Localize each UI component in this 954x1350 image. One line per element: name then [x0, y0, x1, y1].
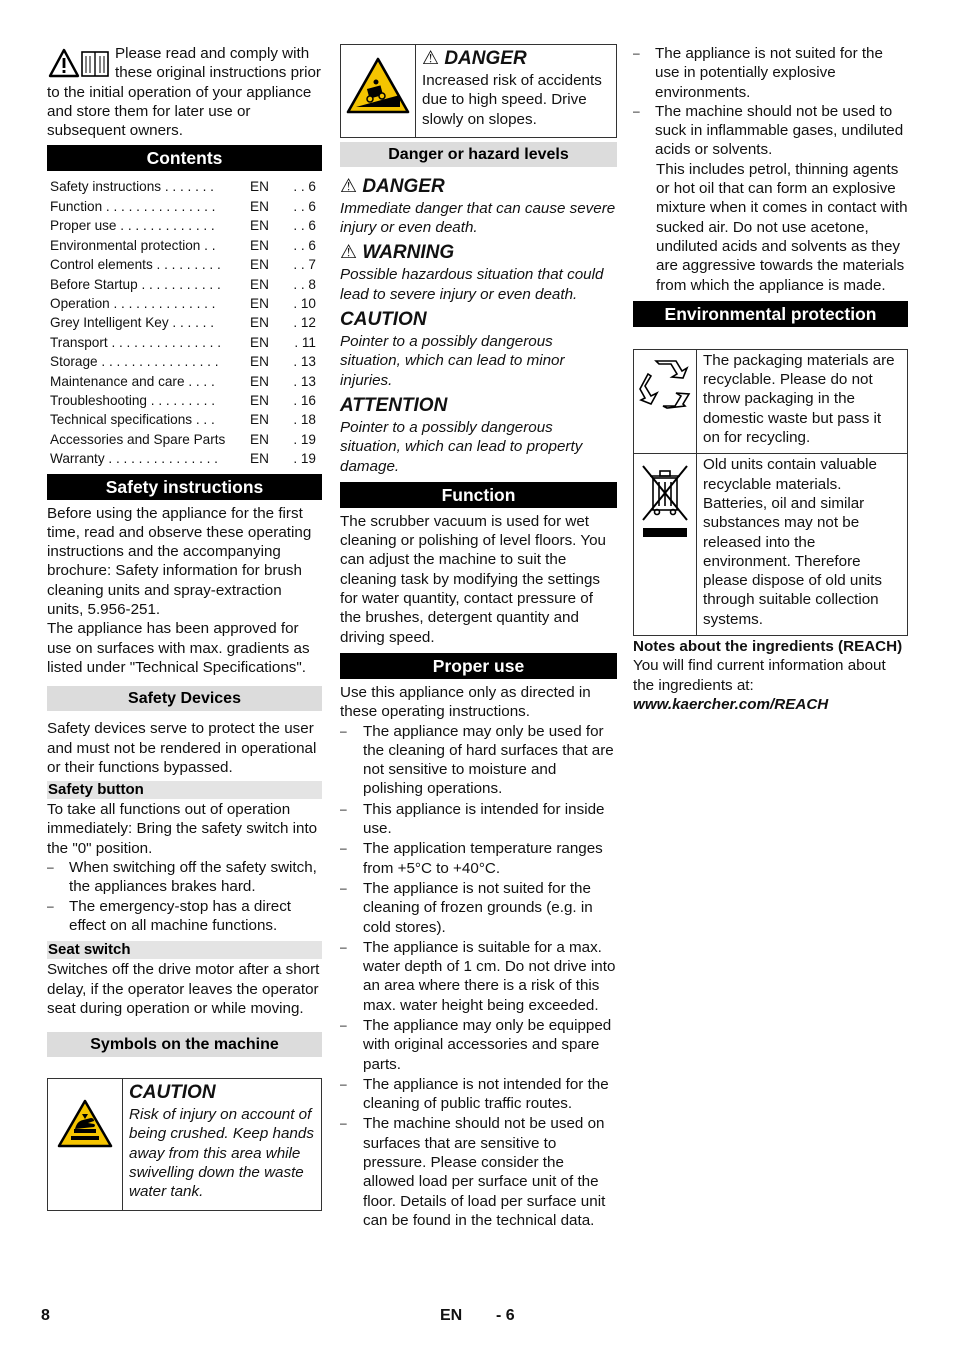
safety-devices-text: Safety devices serve to protect the user and must not be rendered in operational or their functions bypassed. — [47, 720, 317, 776]
toc-language: EN — [250, 315, 269, 331]
toc-language: EN — [250, 354, 269, 370]
toc-row[interactable] — [47, 449, 322, 468]
toc-row[interactable] — [47, 391, 322, 410]
safety-button-text: To take all functions out of operation immediately: Bring the safety switch into the "0" position. — [47, 801, 318, 857]
function-text: The scrubber vacuum is used for wet cleaning or polishing of level floors. You can adjust the machine to suit the cleaning task by modifying the settings for water quantity, contact pressure of the brushes, detergent quantity and driving speed. — [340, 512, 606, 646]
toc-row[interactable] — [47, 197, 322, 216]
list-item: – The emergency-stop has a direct effect on all machine functions. — [47, 897, 322, 936]
toc-row[interactable] — [47, 216, 322, 235]
slope-vehicle-icon — [346, 57, 410, 115]
danger-box-text — [416, 45, 616, 137]
column-left — [47, 44, 322, 1211]
reach-heading: Notes about the ingredients (REACH) — [633, 638, 903, 656]
toc-language: EN — [250, 276, 269, 292]
list-item: – The machine should not be used to suck in inflammable gases, undiluted acids or solvents. — [633, 102, 908, 160]
proper-use-extra-text: This includes petrol, thinning agents or hot oil that can form an explosive mixture when it comes in contact with sucked air. Do not use acetone, undiluted acids and solvents as they are aggressive towards the materials from which the appliance is made. — [656, 160, 908, 294]
danger-level-text: Immediate danger that can cause severe injury or even death. — [340, 199, 616, 237]
toc-language: EN — [250, 412, 269, 428]
seat-switch-text: Switches off the drive motor after a short delay, if the operator leaves the operator seat during operation or while moving. — [47, 961, 320, 1017]
page-number: 8 — [41, 1307, 50, 1324]
table-of-contents — [47, 177, 322, 468]
crush-hazard-icon-cell — [48, 1079, 123, 1209]
old-units-text: Old units contain valuable recyclable materials. Batteries, oil and similar substances may not be released into the environment. Therefore please dispose of old units through suitable collection systems. — [703, 456, 882, 628]
caution-level-title: CAUTION — [340, 309, 427, 331]
toc-row[interactable] — [47, 313, 322, 332]
toc-row[interactable] — [47, 430, 322, 449]
list-item: – The appliance may only be used for the cleaning of hard surfaces that are not sensitive to moisture and polishing operations. — [340, 722, 617, 799]
safety-paragraph-1: Before using the appliance for the first time, read and observe these operating instructions and the accompanying brochure: Safety information for brush cleaning units and spray-extraction units, 5.956-251. — [47, 504, 312, 619]
danger-box — [340, 44, 617, 138]
old-units-row — [634, 453, 907, 635]
recycling-icon — [639, 358, 691, 410]
toc-row[interactable] — [47, 236, 322, 255]
toc-title: Warranty — [50, 451, 105, 467]
danger-box-description: Increased risk of accidents due to high speed. Drive slowly on slopes. — [422, 72, 602, 128]
toc-language: EN — [250, 431, 269, 447]
danger-box-title: ⚠ DANGER — [422, 48, 527, 69]
toc-page: . 18 — [293, 412, 316, 428]
toc-language: EN — [250, 295, 269, 311]
function-heading: Function — [340, 482, 617, 508]
toc-page: . 19 — [293, 431, 316, 447]
attention-level-text: Pointer to a possibly dangerous situation, which can lead to property damage. — [340, 418, 583, 475]
toc-page: . . 6 — [293, 237, 316, 253]
warning-level-title: ⚠ WARNING — [340, 242, 455, 264]
caution-box-text — [123, 1079, 321, 1209]
warning-triangle-icon: ⚠ — [340, 175, 358, 197]
toc-language: EN — [250, 257, 269, 273]
toc-row[interactable] — [47, 177, 322, 196]
toc-page: . . 7 — [293, 257, 316, 273]
toc-title: Maintenance and care — [50, 373, 185, 389]
toc-page: . 10 — [293, 295, 316, 311]
toc-dots: . . . . . . . — [164, 179, 214, 195]
toc-dots: . . . . . . . . . . . . . . — [113, 295, 216, 311]
toc-page: . 19 — [293, 451, 316, 467]
toc-page: . . 6 — [293, 179, 316, 195]
safety-button-list — [47, 858, 322, 935]
environment-table — [633, 349, 908, 636]
toc-dots: . . . . . . . . . . . . . . . — [105, 198, 216, 214]
contents-heading: Contents — [47, 145, 322, 171]
crossed-bin-icon — [639, 462, 691, 542]
toc-title: Transport — [50, 334, 108, 350]
toc-dots: . . . . . . . . . — [156, 257, 221, 273]
footer-language: EN — [440, 1307, 463, 1324]
toc-page: . 16 — [293, 392, 316, 408]
toc-dots: . . . . . . . . . — [150, 392, 215, 408]
slope-hazard-icon-cell — [341, 45, 416, 137]
toc-title: Troubleshooting — [50, 392, 147, 408]
seat-switch-heading: Seat switch — [47, 941, 322, 959]
toc-page: . 11 — [294, 334, 316, 350]
list-item: – The application temperature ranges from +5°C to +40°C. — [340, 839, 617, 878]
warning-triangle-icon: ⚠ — [340, 242, 358, 264]
attention-level-title: ATTENTION — [340, 394, 448, 416]
toc-page: . . 6 — [293, 198, 316, 214]
hand-crush-icon — [57, 1099, 113, 1149]
toc-dots: . . . . . . . . . . . . . . . . — [101, 354, 219, 370]
caution-title: CAUTION — [129, 1082, 216, 1104]
column-middle — [340, 44, 617, 1231]
toc-row[interactable] — [47, 255, 322, 274]
warning-triangle-icon: ⚠ — [422, 48, 440, 69]
toc-title: Proper use — [50, 218, 117, 234]
list-item: – The appliance may only be equipped with original accessories and spare parts. — [340, 1016, 617, 1074]
list-item: – The appliance is not suited for the use in potentially explosive environments. — [633, 44, 908, 102]
toc-dots: . . — [204, 237, 216, 253]
toc-title: Safety instructions — [50, 179, 162, 195]
danger-level-title: ⚠ DANGER — [340, 175, 445, 197]
list-item: – This appliance is intended for inside use. — [340, 800, 617, 839]
packaging-text: The packaging materials are recyclable. Please do not throw packaging in the domestic waste but pass it on for recycling. — [703, 351, 895, 447]
footer-sub-page: - 6 — [496, 1307, 515, 1324]
toc-row[interactable] — [47, 410, 322, 429]
proper-use-heading: Proper use — [340, 653, 617, 679]
toc-row[interactable] — [47, 275, 322, 294]
toc-title: Before Startup — [50, 276, 138, 292]
packaging-row — [634, 350, 907, 453]
toc-page: . . 6 — [293, 218, 316, 234]
recycling-icon-cell — [634, 350, 697, 453]
toc-row[interactable] — [47, 294, 322, 313]
caution-box — [47, 1078, 322, 1210]
intro-block — [47, 44, 322, 140]
toc-title: Function — [50, 198, 103, 214]
reach-text: You will find current information about the ingredients at: — [633, 657, 886, 694]
toc-language: EN — [250, 392, 269, 408]
reach-link[interactable]: www.kaercher.com/REACH — [633, 695, 829, 713]
toc-language: EN — [250, 237, 269, 253]
safety-button-heading: Safety button — [47, 781, 322, 799]
toc-title: Control elements — [50, 257, 153, 273]
safety-paragraph-2: The appliance has been approved for use on surfaces with max. gradients as listed under "Technical Specifications". — [47, 620, 310, 676]
caution-description: Risk of injury on account of being crushed. Keep hands away from this area while swivelling down the waste water tank. — [129, 1106, 314, 1201]
toc-language: EN — [250, 334, 269, 350]
list-item: – The appliance is suitable for a max. water depth of 1 cm. Do not drive into an area where there is a risk of this max. water height being exceeded. — [340, 938, 617, 1015]
toc-title: Environmental protection — [50, 237, 201, 253]
safety-devices-heading: Safety Devices — [47, 686, 322, 711]
toc-title: Technical specifications — [50, 412, 193, 428]
caution-level-text: Pointer to a possibly dangerous situation, which can lead to minor injuries. — [340, 333, 565, 389]
toc-title: Storage — [50, 354, 98, 370]
toc-dots: . . . . . . . . . . . . . . . — [108, 451, 218, 467]
toc-row[interactable] — [47, 372, 322, 391]
toc-page: . . 8 — [293, 276, 316, 292]
proper-use-list — [340, 722, 617, 1231]
toc-language: EN — [250, 373, 269, 389]
toc-dots: . . . . . . — [172, 315, 214, 331]
column-right — [633, 44, 908, 714]
warning-level-text: Possible hazardous situation that could lead to severe injury or even death. — [340, 266, 604, 303]
toc-dots: . . . . — [188, 373, 215, 389]
weee-icon-cell — [634, 454, 697, 635]
toc-dots: . . . . . . . . . . . . . — [120, 218, 215, 234]
list-item: – The machine should not be used on surfaces that are sensitive to pressure. Please consider the allowed load per surface unit of the floor. Details of load per surface unit can be found in the technical data. — [340, 1114, 617, 1230]
toc-dots: . . . — [195, 412, 215, 428]
hazard-levels-heading: Danger or hazard levels — [340, 142, 617, 167]
list-item: – The appliance is not intended for the cleaning of public traffic routes. — [340, 1075, 617, 1114]
toc-language: EN — [250, 198, 269, 214]
safety-instructions-heading: Safety instructions — [47, 474, 322, 500]
symbols-heading: Symbols on the machine — [47, 1032, 322, 1057]
toc-language: EN — [250, 179, 269, 195]
toc-page: . 13 — [293, 354, 316, 370]
proper-use-list-continued — [633, 44, 908, 160]
toc-row[interactable] — [47, 352, 322, 371]
toc-title: Grey Intelligent Key — [50, 315, 169, 331]
toc-page: . 12 — [293, 315, 316, 331]
toc-row[interactable] — [47, 333, 322, 352]
intro-text: Please read and comply with these original instructions prior to the initial operation of your appliance and store them for later use or subsequent owners. — [47, 45, 321, 140]
toc-title: Operation — [50, 295, 110, 311]
list-item: – When switching off the safety switch, the appliances brakes hard. — [47, 858, 322, 897]
toc-language: EN — [250, 451, 269, 467]
toc-dots: . . . . . . . . . . . — [141, 276, 221, 292]
toc-title: Accessories and Spare Parts — [50, 431, 226, 447]
environmental-protection-heading: Environmental protection — [633, 301, 908, 327]
proper-use-intro: Use this appliance only as directed in these operating instructions. — [340, 683, 591, 721]
warning-manual-icon — [47, 47, 111, 79]
toc-dots: . . . . . . . . . . . . . . . — [111, 334, 221, 350]
toc-language: EN — [250, 218, 269, 234]
list-item: – The appliance is not suited for the cleaning of frozen grounds (e.g. in cold stores). — [340, 879, 617, 937]
toc-page: . 13 — [293, 373, 316, 389]
